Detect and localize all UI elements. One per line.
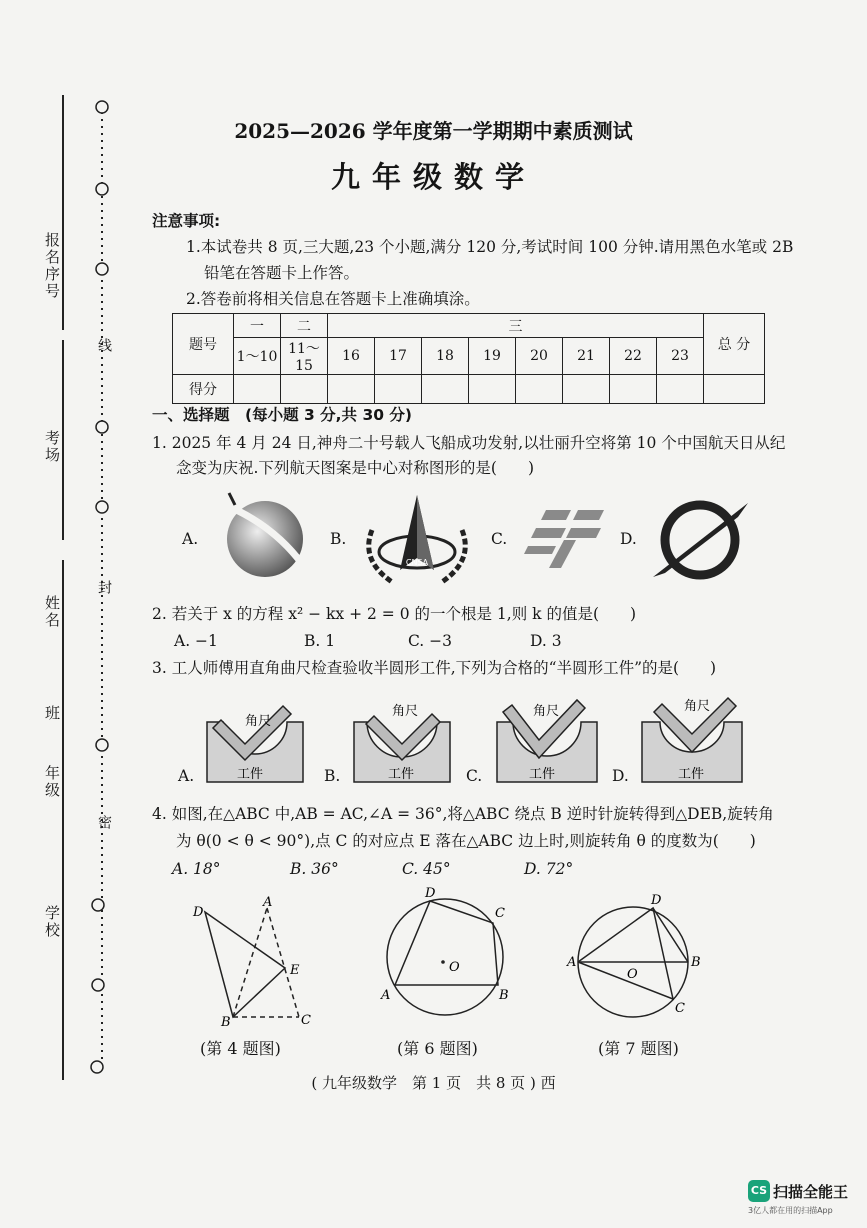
question-21: 21 [563,338,610,375]
workpiece-label: 工件 [678,767,705,782]
score-cell [469,375,516,404]
point-o: O [627,967,638,982]
q2-option-a: A. −1 [174,632,218,650]
point-c: C [495,906,505,921]
q1-line2: 念变为庆祝.下列航天图案是中心对称图形的是( ) [176,459,535,477]
scanner-app-name: 扫描全能王 [773,1182,849,1201]
q3-option-a: A. [178,767,195,785]
figure-6-caption: (第 6 题图) [397,1039,478,1058]
score-cell [281,375,328,404]
score-cell [516,375,563,404]
score-cell [422,375,469,404]
scanner-app-tagline: 3亿人都在用的扫描App [748,1206,833,1215]
q3-figure-c [495,690,600,785]
point-b: B [499,988,509,1003]
figure-4 [185,890,325,1030]
point-c: C [675,1001,685,1016]
point-o: O [449,960,460,975]
notes-item2: 2.答卷前将相关信息在答题卡上准确填涂。 [186,290,480,308]
q2-option-d: D. 3 [530,632,562,650]
q2-question: 2. 若关于 x 的方程 x² − kx + 2 = 0 的一个根是 1,则 k 的值是( ) [152,605,637,623]
q1-logo-b-cnsa [352,490,482,590]
question-20: 20 [516,338,563,375]
workpiece-label: 工件 [529,767,556,782]
total-header: 总 分 [704,314,765,375]
q4-option-c: C. 45° [402,860,451,878]
q1-logo-c [516,500,611,575]
figure-6 [375,885,515,1025]
q3-figure-d [640,690,745,785]
ruler-label: 角尺 [533,704,560,719]
question-16: 16 [328,338,375,375]
point-c: C [301,1013,311,1028]
label-exam-room: 考场 [43,430,61,464]
binding-line [62,560,64,1080]
q1-option-d: D. [620,530,637,548]
range-1-10: 1～10 [234,338,281,375]
q3-figure-a [205,690,305,785]
section-3-header: 三 [328,314,704,338]
figure-4-caption: (第 4 题图) [200,1039,281,1058]
cut-mark-seal: 封 [96,580,112,596]
q1-logo-d [643,495,758,585]
ruler-label: 角尺 [392,704,419,719]
exam-subject: 九年级数学 [330,160,536,194]
question-19: 19 [469,338,516,375]
exam-title: 2025—2026 学年度第一学期期中素质测试 [234,119,633,143]
section1-heading: 一、选择题 (每小题 3 分,共 30 分) [152,406,412,424]
notes-item1-line2: 铅笔在答题卡上作答。 [204,264,360,282]
section-2-header: 二 [281,314,328,338]
score-cell [563,375,610,404]
point-d: D [193,905,204,920]
notes-item1-line1: 1.本试卷共 8 页,三大题,23 个小题,满分 120 分,考试时间 100 分钟.请用黑色水笔或 2B [186,238,794,256]
q2-option-c: C. −3 [408,632,453,650]
cut-mark-line: 线 [96,338,112,354]
point-b: B [691,955,701,970]
q4-option-d: D. 72° [524,860,574,878]
q3-question: 3. 工人师傅用直角曲尺检查验收半圆形工件,下列为合格的“半圆形工件”的是( ) [152,659,717,677]
q3-figure-b [352,690,452,785]
score-cell [657,375,704,404]
q4-option-b: B. 36° [290,860,339,878]
notes-heading: 注意事项: [152,212,221,230]
question-22: 22 [610,338,657,375]
q4-line1: 4. 如图,在△ABC 中,AB = AC,∠A = 36°,将△ABC 绕点 B 逆时针旋转得到△DEB,旋转角 [152,805,774,823]
point-b: B [221,1015,231,1030]
cs-logo-icon: CS [748,1180,770,1202]
cnsa-text: CNSA [405,558,429,567]
ruler-label: 角尺 [684,699,711,714]
q2-option-b: B. 1 [304,632,336,650]
q1-option-c: C. [491,530,508,548]
label-class: 班 [43,705,61,722]
dotted-cut-line [85,95,115,1085]
workpiece-label: 工件 [388,767,415,782]
label-registration-number: 报名序号 [43,232,61,300]
q4-option-a: A. 18° [172,860,221,878]
score-cell [610,375,657,404]
figure-7-caption: (第 7 题图) [598,1039,679,1058]
figure-7 [565,890,705,1030]
point-a: A [567,955,577,970]
point-a: A [381,988,391,1003]
page-footer: ( 九年级数学 第 1 页 共 8 页 ) 西 [311,1074,556,1092]
point-d: D [651,893,662,908]
row-label-question: 题号 [173,314,234,375]
question-18: 18 [422,338,469,375]
q4-line2: 为 θ(0 < θ < 90°),点 C 的对应点 E 落在△ABC 边上时,则旋转角 θ 的度数为( ) [176,832,756,850]
row-label-score: 得分 [173,375,234,404]
point-e: E [290,963,300,978]
ruler-label: 角尺 [245,714,272,729]
q3-option-c: C. [466,767,483,785]
score-table [172,313,765,404]
score-cell [328,375,375,404]
score-cell [704,375,765,404]
score-cell [234,375,281,404]
section-1-header: 一 [234,314,281,338]
cut-mark-secret: 密 [96,815,112,831]
scanner-watermark [748,1180,848,1216]
label-school: 学校 [43,905,61,939]
range-11-15: 11～15 [281,338,328,375]
q1-option-b: B. [330,530,347,548]
label-name: 姓名 [43,595,61,629]
point-a: A [263,895,273,910]
q1-logo-a [205,487,325,587]
score-cell [375,375,422,404]
question-17: 17 [375,338,422,375]
q3-option-d: D. [612,767,629,785]
label-grade: 年级 [43,765,61,799]
q1-option-a: A. [182,530,199,548]
point-d: D [425,886,436,901]
q3-option-b: B. [324,767,341,785]
workpiece-label: 工件 [237,767,264,782]
q1-line1: 1. 2025 年 4 月 24 日,神舟二十号载人飞船成功发射,以壮丽升空将第 10 个中国航天日从纪 [152,434,786,452]
question-23: 23 [657,338,704,375]
